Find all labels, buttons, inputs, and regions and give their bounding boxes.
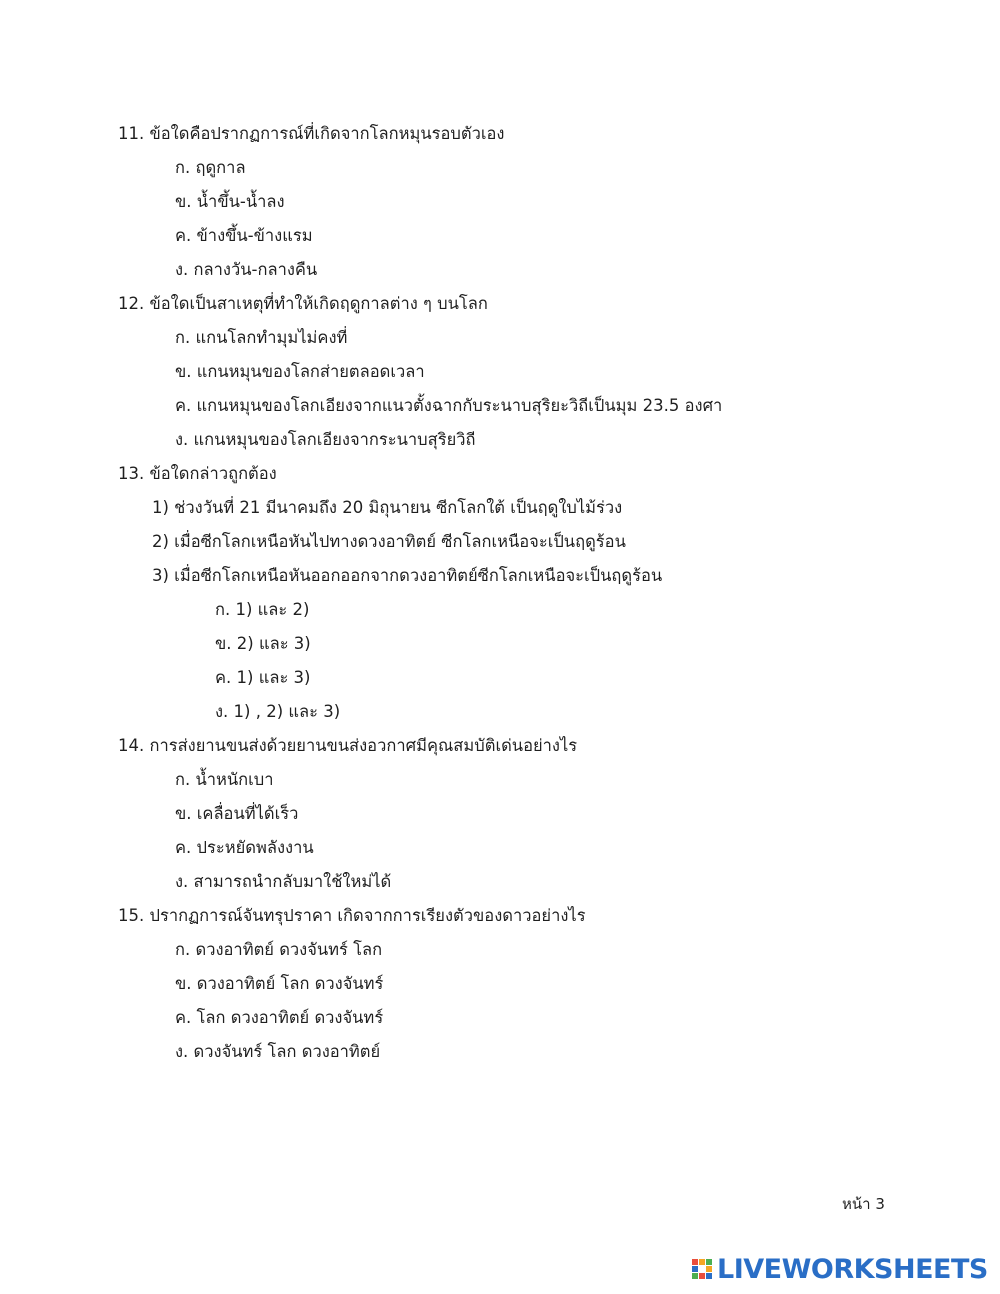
logo-mark-cell — [692, 1266, 698, 1272]
q14-option-a[interactable]: ก. น้ำหนักเบา — [175, 770, 274, 789]
q13-statement-2: 2) เมื่อซีกโลกเหนือหันไปทางดวงอาทิตย์ ซีกโลกเหนือจะเป็นฤดูร้อน — [152, 532, 626, 551]
question-13: 13. ข้อใดกล่าวถูกต้อง — [118, 464, 277, 483]
q11-option-a[interactable]: ก. ฤดูกาล — [175, 158, 246, 177]
question-15: 15. ปรากฏการณ์จันทรุปราคา เกิดจากการเรียงตัวของดาวอย่างไร — [118, 906, 586, 925]
page-number: หน้า 3 — [842, 1195, 885, 1213]
q12-option-b[interactable]: ข. แกนหมุนของโลกส่ายตลอดเวลา — [175, 362, 425, 381]
logo-mark-cell — [706, 1259, 712, 1265]
q13-option-c[interactable]: ค. 1) และ 3) — [215, 668, 311, 687]
q15-option-a[interactable]: ก. ดวงอาทิตย์ ดวงจันทร์ โลก — [175, 940, 383, 959]
q11-option-d[interactable]: ง. กลางวัน-กลางคืน — [175, 260, 318, 279]
q14-option-b[interactable]: ข. เคลื่อนที่ได้เร็ว — [175, 804, 299, 823]
q15-option-c[interactable]: ค. โลก ดวงอาทิตย์ ดวงจันทร์ — [175, 1008, 384, 1027]
q14-option-d[interactable]: ง. สามารถนำกลับมาใช้ใหม่ได้ — [175, 872, 392, 891]
logo-mark-cell — [692, 1259, 698, 1265]
logo-mark-cell — [692, 1273, 698, 1279]
logo-mark-cell — [699, 1266, 705, 1272]
question-14: 14. การส่งยานขนส่งด้วยยานขนส่งอวกาศมีคุณสมบัติเด่นอย่างไร — [118, 736, 578, 755]
q13-option-d[interactable]: ง. 1) , 2) และ 3) — [215, 702, 341, 721]
liveworksheets-logo[interactable] — [692, 1254, 988, 1286]
logo-mark-cell — [706, 1273, 712, 1279]
q13-option-b[interactable]: ข. 2) และ 3) — [215, 634, 311, 653]
question-11: 11. ข้อใดคือปรากฏการณ์ที่เกิดจากโลกหมุนรอบตัวเอง — [118, 124, 505, 143]
logo-text: LIVEWORKSHEETS — [717, 1254, 988, 1285]
q12-option-c[interactable]: ค. แกนหมุนของโลกเอียงจากแนวตั้งฉากกับระนาบสุริยะวิถีเป็นมุม 23.5 องศา — [175, 396, 723, 415]
logo-mark-cell — [706, 1266, 712, 1272]
logo-mark-cell — [699, 1259, 705, 1265]
q15-option-b[interactable]: ข. ดวงอาทิตย์ โลก ดวงจันทร์ — [175, 974, 384, 993]
q11-option-c[interactable]: ค. ข้างขึ้น-ข้างแรม — [175, 226, 313, 245]
q11-option-b[interactable]: ข. น้ำขึ้น-น้ำลง — [175, 192, 285, 211]
q13-statement-3: 3) เมื่อซีกโลกเหนือหันออกออกจากดวงอาทิตย์ซีกโลกเหนือจะเป็นฤดูร้อน — [152, 566, 663, 585]
question-12: 12. ข้อใดเป็นสาเหตุที่ทำให้เกิดฤดูกาลต่าง ๆ บนโลก — [118, 294, 488, 313]
q12-option-d[interactable]: ง. แกนหมุนของโลกเอียงจากระนาบสุริยวิถี — [175, 430, 476, 449]
logo-mark-cell — [699, 1273, 705, 1279]
q12-option-a[interactable]: ก. แกนโลกทำมุมไม่คงที่ — [175, 328, 348, 347]
q14-option-c[interactable]: ค. ประหยัดพลังงาน — [175, 838, 314, 857]
q15-option-d[interactable]: ง. ดวงจันทร์ โลก ดวงอาทิตย์ — [175, 1042, 381, 1061]
liveworksheets-logo-icon — [692, 1259, 713, 1281]
q13-option-a[interactable]: ก. 1) และ 2) — [215, 600, 310, 619]
q13-statement-1: 1) ช่วงวันที่ 21 มีนาคมถึง 20 มิถุนายน ซีกโลกใต้ เป็นฤดูใบไม้ร่วง — [152, 498, 623, 517]
